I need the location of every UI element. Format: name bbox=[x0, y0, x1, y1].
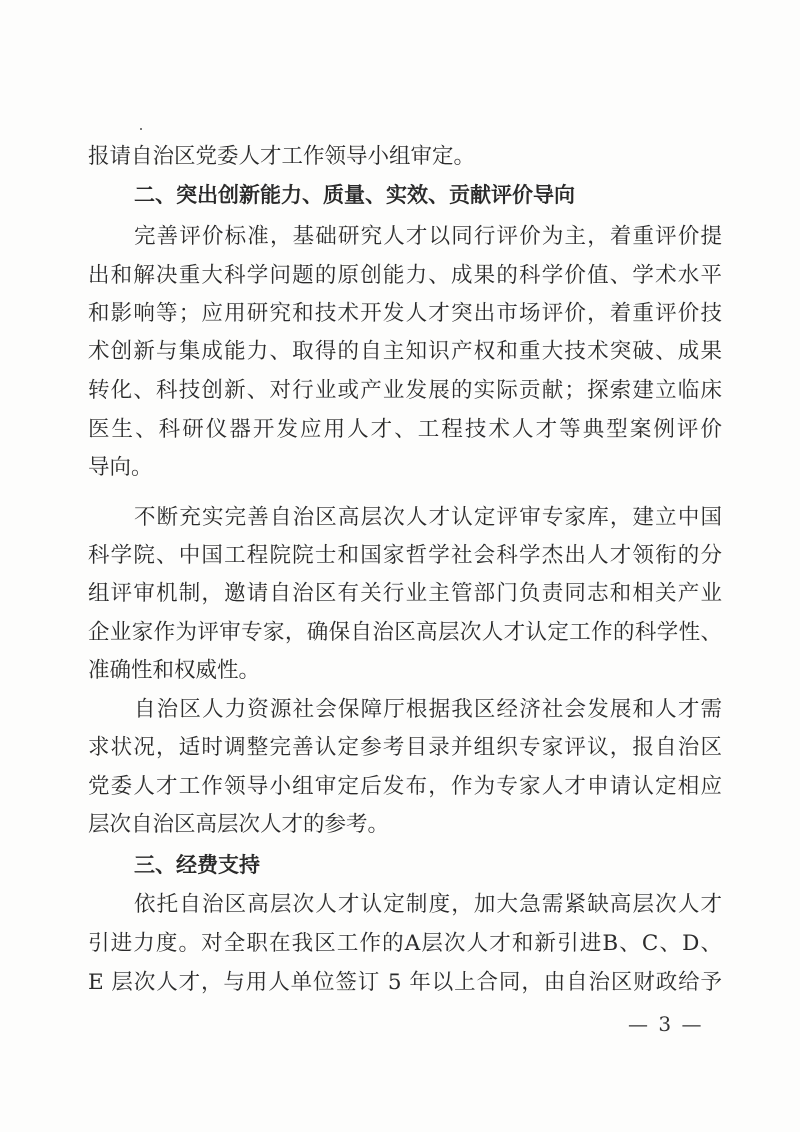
text-line: 准确性和权威性。 bbox=[88, 658, 261, 683]
text-line: 企业家作为评审专家，确保自治区高层次人才认定工作的科学性、 bbox=[88, 620, 722, 645]
text-line: 报请自治区党委人才工作领导小组审定。 bbox=[88, 144, 476, 169]
section-heading-3: 三、经费支持 bbox=[134, 853, 260, 877]
text-line: 组评审机制，邀请自治区有关行业主管部门负责同志和相关产业 bbox=[88, 581, 722, 606]
text-line: 不断充实完善自治区高层次人才认定评审专家库，建立中国 bbox=[134, 505, 722, 530]
scan-speck bbox=[140, 128, 142, 130]
text-line: 科学院、中国工程院院士和国家哲学社会科学杰出人才领衔的分 bbox=[88, 543, 722, 568]
text-line: E 层次人才，与用人单位签订 5 年以上合同，由自治区财政给予 bbox=[88, 970, 722, 995]
text-line: 出和解决重大科学问题的原创能力、成果的科学价值、学术水平 bbox=[88, 263, 722, 288]
text-line: 引进力度。对全职在我区工作的A层次人才和新引进B、C、D、 bbox=[88, 931, 722, 956]
text-line: 自治区人力资源社会保障厅根据我区经济社会发展和人才需 bbox=[134, 697, 722, 722]
text-line: 完善评价标准，基础研究人才以同行评价为主，着重评价提 bbox=[134, 224, 722, 249]
text-line: 术创新与集成能力、取得的自主知识产权和重大技术突破、成果 bbox=[88, 339, 722, 364]
text-line: 党委人才工作领导小组审定后发布，作为专家人才申请认定相应 bbox=[88, 774, 722, 799]
text-line: 医生、科研仪器开发应用人才、工程技术人才等典型案例评价 bbox=[88, 417, 722, 442]
text-line: 转化、科技创新、对行业或产业发展的实际贡献；探索建立临床 bbox=[88, 378, 722, 403]
text-line: 层次自治区高层次人才的参考。 bbox=[88, 812, 390, 837]
page-number: — 3 — bbox=[628, 1012, 704, 1036]
section-heading-2: 二、突出创新能力、质量、实效、贡献评价导向 bbox=[134, 183, 575, 207]
text-line: 和影响等；应用研究和技术开发人才突出市场评价，着重评价技 bbox=[88, 301, 722, 326]
text-line: 导向。 bbox=[88, 455, 153, 480]
text-line: 求状况，适时调整完善认定参考目录并组织专家评议，报自治区 bbox=[88, 735, 722, 760]
text-line: 依托自治区高层次人才认定制度，加大急需紧缺高层次人才 bbox=[134, 892, 722, 917]
